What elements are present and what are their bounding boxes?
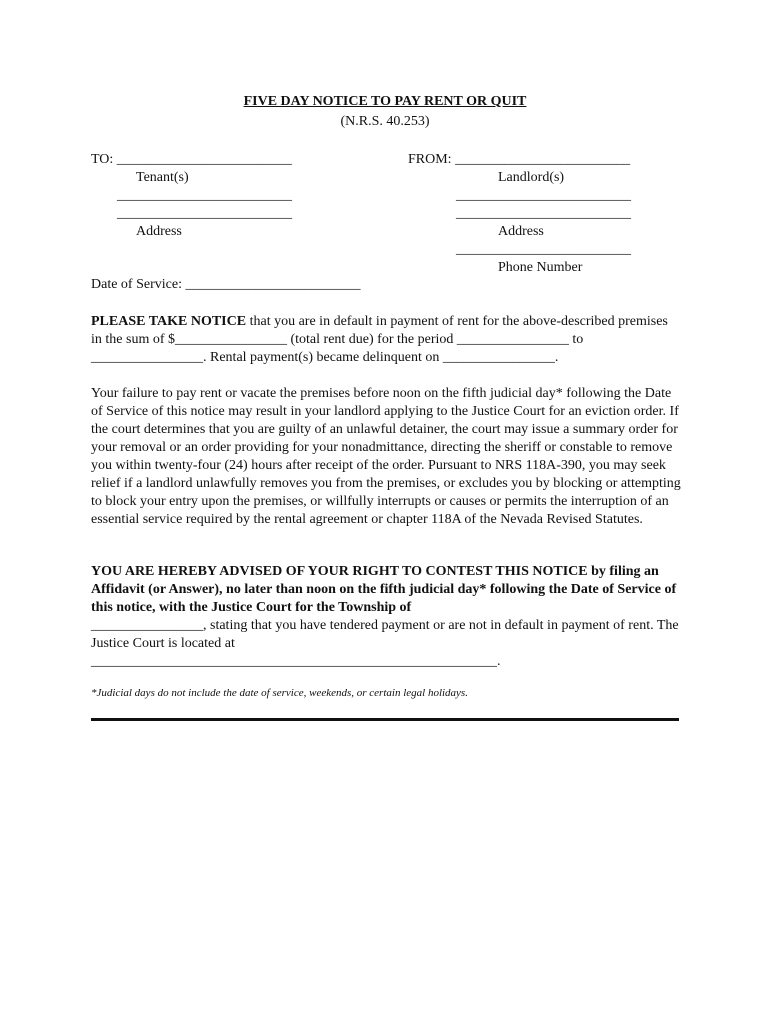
date-of-service: Date of Service: _________________________ bbox=[91, 277, 361, 292]
landlord-label: Landlord(s) bbox=[498, 170, 565, 185]
advised-bold-text: YOU ARE HEREBY ADVISED OF YOUR RIGHT TO CONTEST THIS NOTICE by filing an Affidavit (or Answer), no later than noon on the fifth judicial day* following the Date of Service of this notice, with the Justice Court for the Township of bbox=[91, 564, 677, 615]
tenant-label: Tenant(s) bbox=[136, 170, 189, 185]
landlord-address-line-2: _________________________ bbox=[456, 206, 631, 221]
notice-text: that you are in default in payment of rent for the above-described premises in the sum of $________________ (total rent due) for the period ________________ to ________________. Rental payment(s) became delinquent on ________________. bbox=[91, 314, 668, 365]
tenant-address-label: Address bbox=[136, 224, 182, 239]
advised-text: ________________, stating that you have tendered payment or are not in default in payment of rent. The Justice Court is located at bbox=[91, 618, 679, 651]
landlord-phone-line: _________________________ bbox=[456, 242, 631, 257]
footnote: *Judicial days do not include the date of service, weekends, or certain legal holidays. bbox=[91, 687, 468, 699]
to-line: TO: _________________________ bbox=[91, 152, 292, 167]
notice-paragraph bbox=[91, 313, 681, 367]
landlord-address-label: Address bbox=[498, 224, 544, 239]
notice-lead: PLEASE TAKE NOTICE bbox=[91, 314, 247, 329]
landlord-address-line-1: _________________________ bbox=[456, 188, 631, 203]
bottom-rule bbox=[91, 718, 679, 721]
court-location-line: __________________________________________________________. bbox=[91, 654, 501, 669]
tenant-address-line-1: _________________________ bbox=[117, 188, 292, 203]
document-title: FIVE DAY NOTICE TO PAY RENT OR QUIT bbox=[243, 94, 527, 109]
from-line: FROM: _________________________ bbox=[408, 152, 631, 167]
advised-paragraph bbox=[91, 563, 681, 671]
tenant-address-line-2: _________________________ bbox=[117, 206, 292, 221]
failure-paragraph: Your failure to pay rent or vacate the premises before noon on the fifth judicial day* following the Date of Service of this notice may result in your landlord applying to the Justice Court for an eviction order. If the court determines that you are guilty of an unlawful detainer, the court may issue a summary order for your removal or an order providing for your nonadmittance, directing the sheriff or constable to remove you within twenty-four (24) hours after receipt of the order. Pursuant to NRS 118A-390, you may seek relief if a landlord unlawfully removes you from the premises, or excludes you by blocking or attempting to block your entry upon the premises, or willfully interrupts or causes or permits the interruption of an essential service required by the rental agreement or chapter 118A of the Nevada Revised Statutes. bbox=[91, 386, 681, 527]
document-subtitle: (N.R.S. 40.253) bbox=[340, 114, 430, 129]
landlord-phone-label: Phone Number bbox=[498, 260, 583, 275]
